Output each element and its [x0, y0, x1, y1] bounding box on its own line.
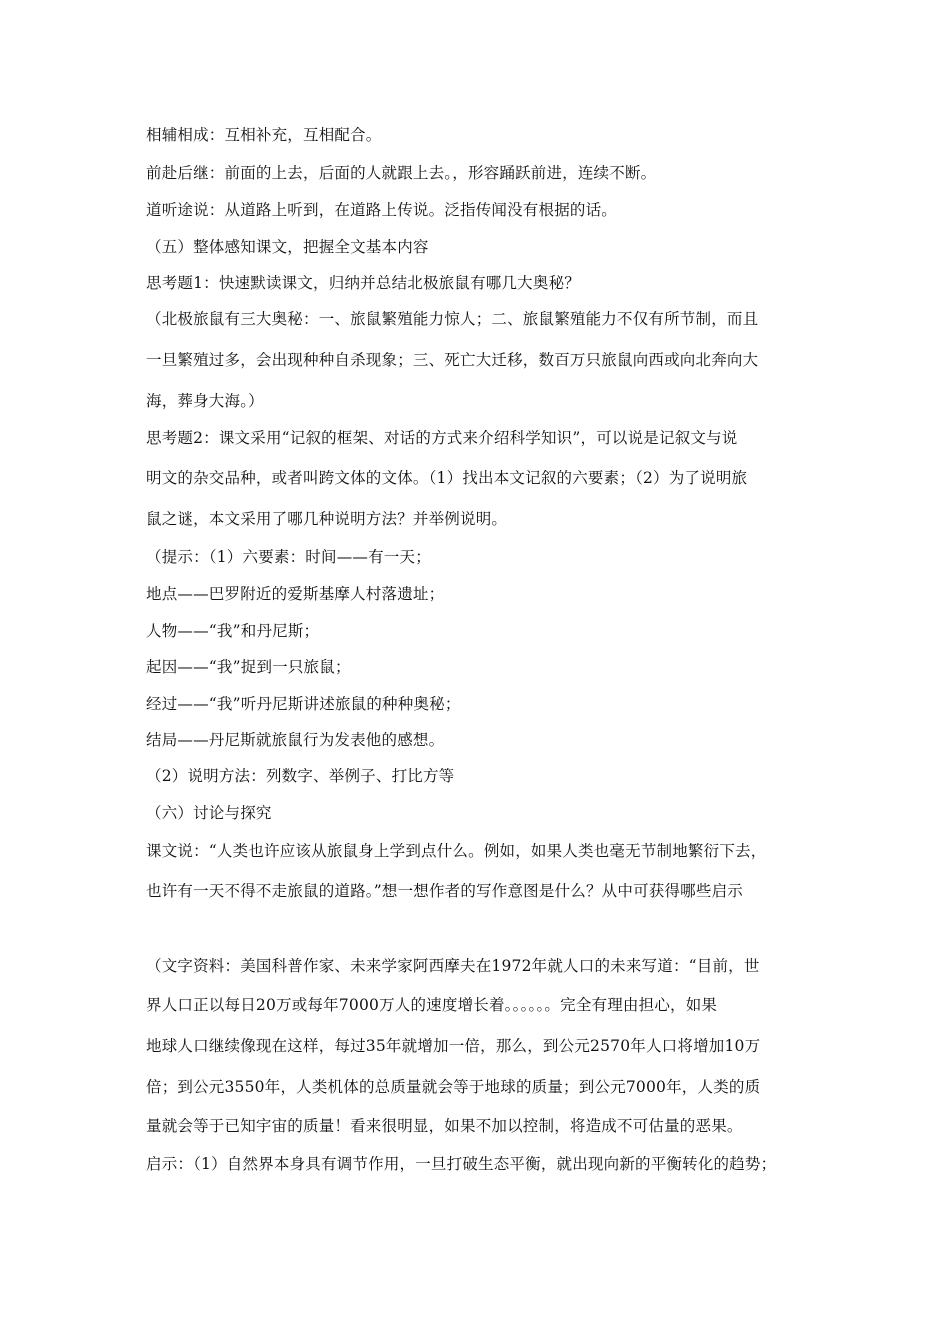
text-line: （提示：（1）六要素：时间——有一天； [146, 548, 431, 566]
text-line: 量就会等于已知宇宙的质量！看来很明显，如果不加以控制，将造成不可估量的恶果。 [146, 1117, 743, 1135]
text-line: 海，葬身大海。） [146, 392, 264, 410]
text-line: 一旦繁殖过多，会出现种种自杀现象；三、死亡大迁移，数百万只旅鼠向西或向北奔向大 [146, 351, 759, 369]
text-line: （2）说明方法：列数字、举例子、打比方等 [146, 767, 455, 785]
text-line: 鼠之谜，本文采用了哪几种说明方法？并举例说明。 [146, 510, 508, 528]
text-line: 地球人口继续像现在这样，每过35年就增加一倍，那么，到公元2570年人口将增加10万 [146, 1037, 761, 1055]
text-line: 人物——“我”和丹尼斯； [146, 622, 320, 640]
text-line: 思考题2：课文采用“记叙的框架、对话的方式来介绍科学知识”，可以说是记叙文与说 [146, 429, 738, 447]
text-line: 经过——“我”听丹尼斯讲述旅鼠的种种奥秘； [146, 695, 461, 713]
text-line: 道听途说：从道路上听到，在道路上传说。泛指传闻没有根据的话。 [146, 201, 618, 219]
section-heading: （六）讨论与探究 [146, 804, 272, 822]
text-line: 明文的杂交品种，或者叫跨文体的文体。（1）找出本文记叙的六要素；（2）为了说明旅 [146, 469, 748, 487]
text-line: 课文说：“人类也许应该从旅鼠身上学到点什么。例如，如果人类也毫无节制地繁衍下去， [146, 842, 767, 860]
text-line: 相辅相成：互相补充，互相配合。 [146, 126, 382, 144]
text-line: （文字资料：美国科普作家、未来学家阿西摩夫在1972年就人口的未来写道：“目前，世 [146, 957, 760, 975]
text-line: 界人口正以每日20万或每年7000万人的速度增长着。。。。。。完全有理由担心，如果 [146, 996, 718, 1014]
text-line: 也许有一天不得不走旅鼠的道路。”想一想作者的写作意图是什么？从中可获得哪些启示 [146, 882, 743, 900]
text-line: 结局——丹尼斯就旅鼠行为发表他的感想。 [146, 731, 445, 749]
text-line: 前赴后继：前面的上去，后面的人就跟上去。，形容踊跃前进，连续不断。 [146, 164, 657, 182]
text-line: 起因——“我”捉到一只旅鼠； [146, 658, 351, 676]
text-line: 思考题1：快速默读课文，归纳并总结北极旅鼠有哪几大奥秘？ [146, 274, 580, 292]
text-line: 地点——巴罗附近的爱斯基摩人村落遗址； [146, 585, 445, 603]
text-line: 启示：（1）自然界本身具有调节作用，一旦打破生态平衡，就出现向新的平衡转化的趋势； [146, 1155, 777, 1173]
text-line: 倍；到公元3550年，人类机体的总质量就会等于地球的质量；到公元7000年，人类的质 [146, 1078, 761, 1096]
text-line: （北极旅鼠有三大奥秘：一、旅鼠繁殖能力惊人；二、旅鼠繁殖能力不仅有所节制，而且 [146, 310, 759, 328]
section-heading: （五）整体感知课文，把握全文基本内容 [146, 238, 429, 256]
